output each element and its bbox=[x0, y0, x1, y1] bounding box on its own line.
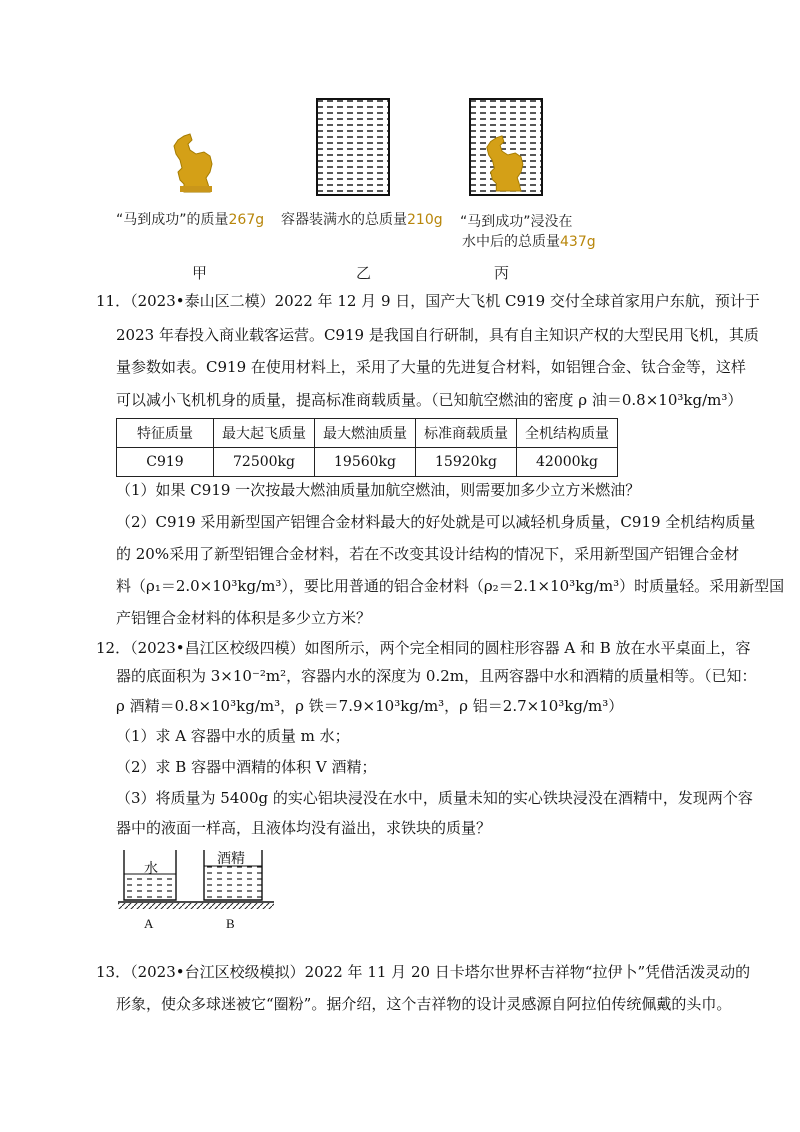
table-cell: 72500kg bbox=[214, 448, 315, 477]
caption-bing-line1: “马到成功”浸没在 bbox=[460, 214, 573, 230]
q12-sub2: （2）求 B 容器中酒精的体积 V 酒精； bbox=[116, 758, 377, 776]
caption-bing-value: 437g bbox=[560, 234, 596, 250]
q11-line3: 量参数如表。C919 在使用材料上，采用了大量的先进复合材料，如铝锂合金、钛合金等，这样 bbox=[116, 358, 746, 376]
table-header-cell: 最大起飞质量 bbox=[214, 419, 315, 448]
table-header-cell: 特征质量 bbox=[117, 419, 214, 448]
q11-sub2-line1: （2）C919 采用新型国产铝锂合金材料最大的好处就是可以减轻机身质量，C919 全机结构质量 bbox=[116, 513, 756, 531]
q12-sub1: （1）求 A 容器中水的质量 m 水； bbox=[116, 727, 350, 745]
c919-spec-table bbox=[116, 418, 618, 477]
table-header-cell: 标准商载质量 bbox=[416, 419, 517, 448]
containers-ab-figure bbox=[116, 846, 276, 916]
container-full-water bbox=[316, 98, 390, 196]
horse-statue-icon bbox=[170, 132, 220, 194]
label-bing: 丙 bbox=[494, 264, 510, 282]
q13-line1: 13．（2023•台江区校级模拟）2022 年 11 月 20 日卡塔尔世界杯吉祥物“拉伊卜”凭借活泼灵动的 bbox=[96, 963, 751, 981]
table-header-cell: 全机结构质量 bbox=[517, 419, 618, 448]
caption-bing-line2: 水中后的总质量 bbox=[462, 234, 560, 250]
caption-jia-value: 267g bbox=[228, 212, 265, 228]
q11-sub2-line2: 的 20%采用了新型铝锂合金材料，若在不改变其设计结构的情况下，采用新型国产铝锂合金材 bbox=[116, 545, 740, 563]
q11-line4: 可以减小飞机机身的质量，提高标准商载质量。（已知航空燃油的密度 ρ 油＝0.8×10³kg/m³） bbox=[116, 391, 743, 409]
q12-line3: ρ 酒精＝0.8×10³kg/m³，ρ 铁＝7.9×10³kg/m³，ρ 铝＝2.7×10³kg/m³） bbox=[116, 697, 624, 715]
q13-line2: 形象，使众多球迷被它“圈粉”。据介绍，这个吉祥物的设计灵感源自阿拉伯传统佩戴的头巾。 bbox=[116, 995, 732, 1013]
table-header-row bbox=[117, 419, 618, 448]
table-row bbox=[117, 448, 618, 477]
table-cell: C919 bbox=[117, 448, 214, 477]
q11-sub1: （1）如果 C919 一次按最大燃油质量加航空燃油，则需要加多少立方米燃油？ bbox=[116, 481, 641, 499]
fig-b-label: B bbox=[226, 916, 235, 931]
label-jia: 甲 bbox=[192, 264, 208, 282]
q12-line2: 器的底面积为 3×10⁻²m²，容器内水的深度为 0.2m，且两容器中水和酒精的质量相等。（已知： bbox=[116, 667, 757, 685]
caption-yi: 容器装满水的总质量 bbox=[281, 212, 407, 228]
q12-line1: 12．（2023•昌江区校级四模）如图所示，两个完全相同的圆柱形容器 A 和 B 放在水平桌面上，容 bbox=[96, 639, 751, 657]
q11-sub2-line4: 产铝锂合金材料的体积是多少立方米？ bbox=[116, 609, 372, 627]
table-cell: 15920kg bbox=[416, 448, 517, 477]
fig-alcohol-label: 酒精 bbox=[217, 851, 245, 867]
container-with-horse bbox=[469, 98, 543, 196]
caption-yi-value: 210g bbox=[407, 212, 443, 228]
fig-water-label: 水 bbox=[144, 861, 158, 877]
q11-sub2-line3: 料（ρ₁＝2.0×10³kg/m³），要比用普通的铝合金材料（ρ₂＝2.1×10³kg/m³）时质量轻。采用新型国 bbox=[116, 577, 785, 595]
q11-line2: 2023 年春投入商业载客运营。C919 是我国自行研制，具有自主知识产权的大型民用飞机，其质 bbox=[116, 326, 759, 344]
q11-line1: 11．（2023•泰山区二模）2022 年 12 月 9 日，国产大飞机 C919 交付全球首家用户东航，预计于 bbox=[96, 292, 760, 310]
q12-sub3-line2: 器中的液面一样高，且液体均没有溢出，求铁块的质量？ bbox=[116, 819, 492, 837]
fig-a-label: A bbox=[144, 916, 154, 931]
caption-jia: “马到成功”的质量 bbox=[116, 212, 229, 228]
table-cell: 42000kg bbox=[517, 448, 618, 477]
table-cell: 19560kg bbox=[315, 448, 416, 477]
q12-sub3-line1: （3）将质量为 5400g 的实心铝块浸没在水中，质量未知的实心铁块浸没在酒精中，发现两个容 bbox=[116, 789, 753, 807]
table-header-cell: 最大燃油质量 bbox=[315, 419, 416, 448]
label-yi: 乙 bbox=[356, 264, 372, 282]
